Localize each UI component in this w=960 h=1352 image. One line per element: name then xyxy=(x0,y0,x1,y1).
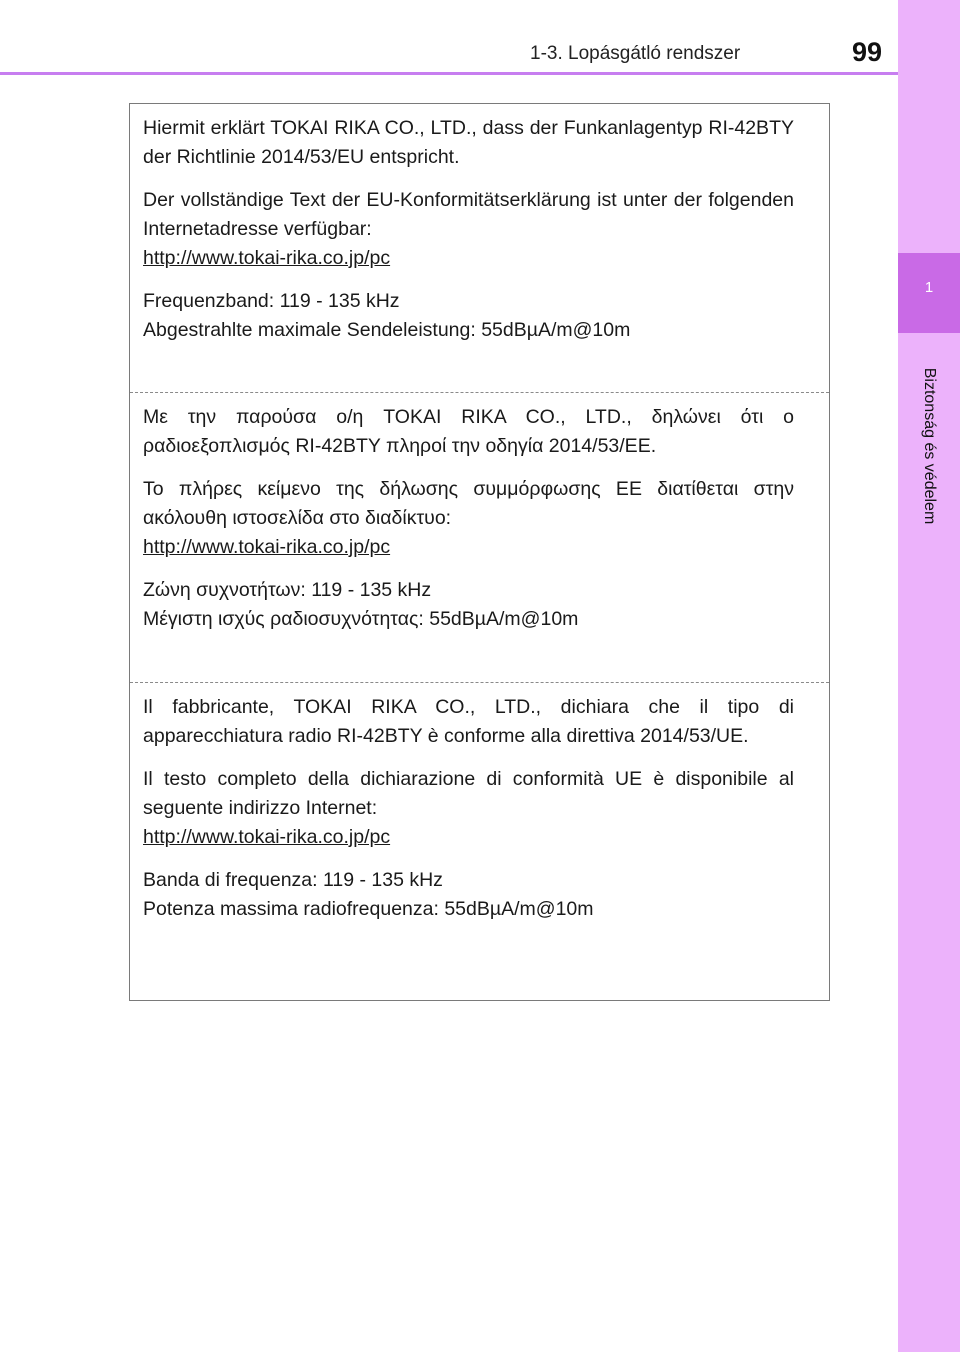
page-number: 99 xyxy=(852,37,883,67)
greek-availability-text: Το πλήρες κείμενο της δήλωσης συμμόρφωσης ΕΕ διατίθεται στην ακόλουθη ιστοσελίδα στο διαδίκτυο: xyxy=(143,478,794,529)
italian-max-power: Potenza massima radiofrequenza: 55dBµA/m@10m xyxy=(143,898,594,920)
greek-frequency-band: Ζώνη συχνοτήτων: 119 - 135 kHz xyxy=(143,579,432,601)
greek-availability-block xyxy=(143,475,794,562)
italian-declaration: Il fabbricante, TOKAI RIKA CO., LTD., dichiara che il tipo di apparecchiatura radio RI-42BTY è conforme alla direttiva 2014/53/UE. xyxy=(143,696,794,747)
italian-url-link[interactable]: http://www.tokai-rika.co.jp/pc xyxy=(143,826,391,848)
chapter-number: 1 xyxy=(924,279,934,296)
chapter-side-tab xyxy=(898,0,960,1352)
greek-max-power: Μέγιστη ισχύς ραδιοσυχνότητας: 55dBµA/m@10m xyxy=(143,608,579,630)
german-availability-text: Der vollständige Text der EU-Konformitätserklärung ist unter der folgenden Internetadresse verfügbar: xyxy=(143,189,794,240)
notice-section-italian xyxy=(130,682,829,1000)
notice-section-greek xyxy=(130,392,829,682)
italian-availability-block xyxy=(143,765,794,852)
section-title: 1-3. Lopásgátló rendszer xyxy=(530,43,741,64)
greek-technical-block xyxy=(143,576,794,634)
header-divider xyxy=(0,72,898,75)
notice-section-german xyxy=(130,104,829,392)
italian-technical-block xyxy=(143,866,794,924)
conformity-notice-box xyxy=(129,103,830,1001)
german-url-link[interactable]: http://www.tokai-rika.co.jp/pc xyxy=(143,247,391,269)
german-technical-block xyxy=(143,287,794,345)
italian-availability-text: Il testo completo della dichiarazione di conformità UE è disponibile al seguente indirizzo Internet: xyxy=(143,768,794,819)
italian-frequency-band: Banda di frequenza: 119 - 135 kHz xyxy=(143,869,443,891)
chapter-title: Biztonság és védelem xyxy=(921,367,938,525)
german-frequency-band: Frequenzband: 119 - 135 kHz xyxy=(143,290,400,312)
greek-url-link[interactable]: http://www.tokai-rika.co.jp/pc xyxy=(143,536,391,558)
german-availability-block xyxy=(143,186,794,273)
greek-declaration: Με την παρούσα ο/η TOKAI RIKA CO., LTD., δηλώνει ότι ο ραδιοεξοπλισμός RI-42BTY πληροί την οδηγία 2014/53/ΕΕ. xyxy=(143,406,794,457)
german-max-power: Abgestrahlte maximale Sendeleistung: 55dBµA/m@10m xyxy=(143,319,631,341)
chapter-number-box xyxy=(898,253,960,333)
german-declaration: Hiermit erklärt TOKAI RIKA CO., LTD., dass der Funkanlagentyp RI-42BTY der Richtlinie 2014/53/EU entspricht. xyxy=(143,117,794,168)
